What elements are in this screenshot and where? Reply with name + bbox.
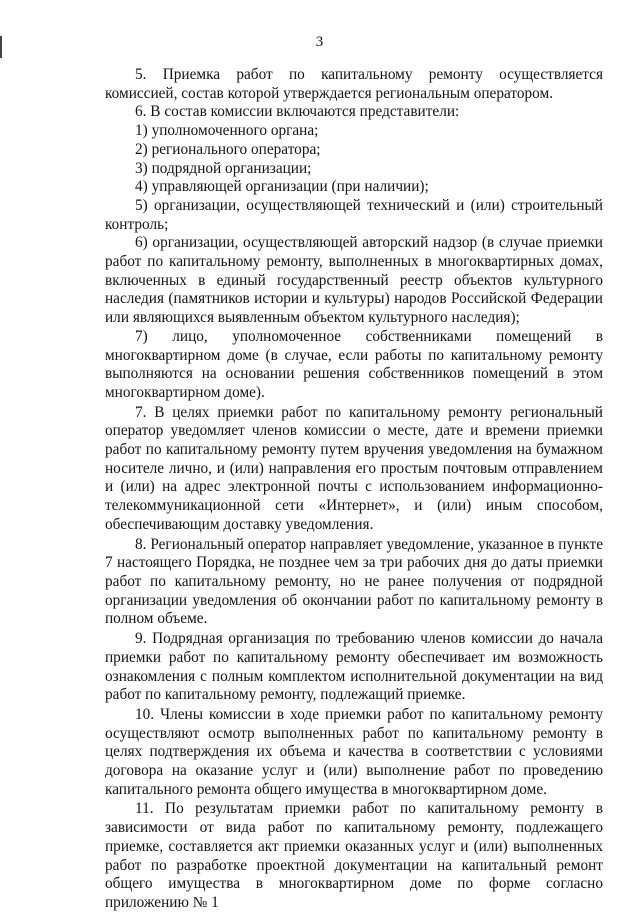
page-number: 3	[315, 34, 324, 50]
list-item-1: 1) уполномоченного органа;	[135, 122, 319, 140]
list-item-5: 5) организации, осуществляющей технический и (или) строительный контроль;	[105, 196, 603, 233]
list-item-2: 2) регионального оператора;	[135, 140, 321, 158]
paragraph-5: 5. Приемка работ по капитальному ремонту осуществляется комиссией, состав которой утверждается региональным оператором.	[105, 66, 603, 102]
paragraph-7: 7. В целях приемки работ по капитальному ремонту региональный оператор уведомляет членов комиссии о месте, дате и времени приемки работ по капитальному ремонту путем вручения уведомления на бумажном носителе лично, и (или) направления его простым почтовым отправлением и (или) на адрес электронной почты с использованием информационно-телекоммуникационной сети «Интернет», и (или) иным способом, обеспечивающим доставку уведомления.	[105, 403, 603, 533]
list-item-6: 6) организации, осуществляющей авторский надзор (в случае приемки работ по капитальному ремонту, выполненных в многоквартирных домах, включенных в единый государственный реестр объектов культурного наследия (памятников истории и культуры) народов Российской Федерации или являющихся выявленным объектом культурного наследия);	[105, 234, 603, 327]
list-item-4: 4) управляющей организации (при наличии);	[135, 178, 429, 196]
list-item-7: 7) лицо, уполномоченное собственниками помещений в многоквартирном доме (в случае, если работы по капитальному ремонту выполняются на основании решения собственников помещений в этом многоквартирном доме).	[105, 327, 603, 401]
paragraph-6: 6. В состав комиссии включаются представители:	[135, 103, 460, 121]
list-item-3: 3) подрядной организации;	[135, 159, 312, 177]
document-body	[105, 66, 603, 913]
paragraph-11: 11. По результатам приемки работ по капитальному ремонту в зависимости от вида работ по капитальному ремонту, подлежащего приемке, составляется акт приемки оказанных услуг и (или) выполненных работ по разработке проектной документации на капитальный ремонт общего имущества в многоквартирном доме по форме согласно приложению № 1	[105, 800, 603, 911]
paragraph-9: 9. Подрядная организация по требованию членов комиссии до начала приемки работ по капитальному ремонту обеспечивает им возможность ознакомления с полным комплектом исполнительной документации на вид работ по капитальному ремонту, подлежащий приемке.	[105, 630, 603, 704]
paragraph-10: 10. Члены комиссии в ходе приемки работ по капитальному ремонту осуществляют осмотр выполненных работ по капитальному ремонту в целях подтверждения их объема и качества в соответствии с условиями договора на оказание услуг и (или) выполнение работ по проведению капитального ремонта общего имущества в многоквартирном доме.	[105, 705, 603, 798]
paragraph-8: 8. Региональный оператор направляет уведомление, указанное в пункте 7 настоящего Порядка, не позднее чем за три рабочих дня до даты приемки работ по капитальному ремонту, но не ранее получения от подрядной организации уведомления об окончании работ по капитальному ремонту в полном объеме.	[105, 535, 603, 628]
